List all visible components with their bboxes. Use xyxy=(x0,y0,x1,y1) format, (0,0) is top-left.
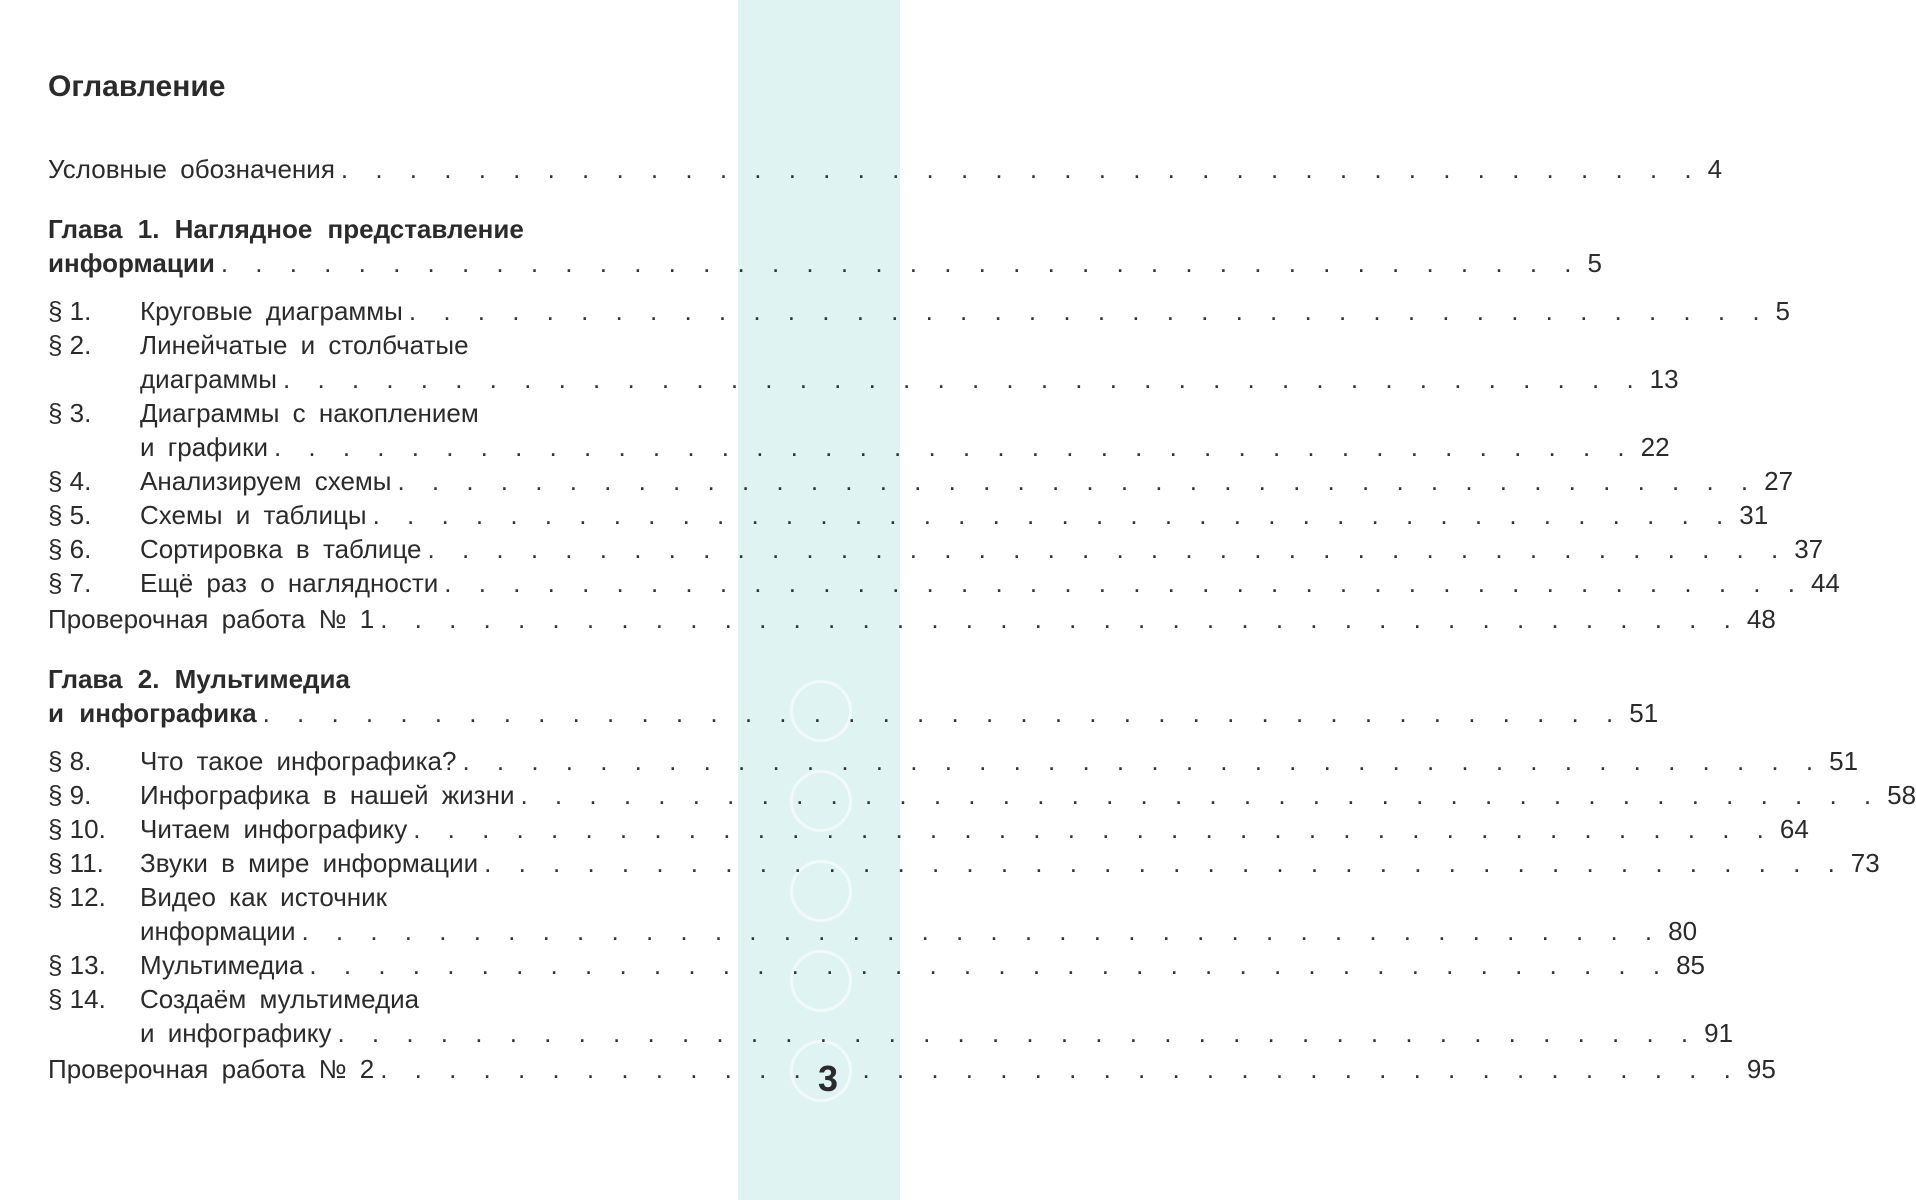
dot-leader xyxy=(380,602,1741,636)
dot-leader xyxy=(373,498,1734,532)
dot-leader xyxy=(283,362,1644,396)
dot-leader xyxy=(428,532,1789,566)
section-number: § 6. xyxy=(48,534,92,564)
section-title: Ещё раз о наглядности xyxy=(140,568,439,598)
page-ref: 85 xyxy=(1676,950,1706,980)
toc-section-entry[interactable] xyxy=(48,464,1794,498)
dot-leader xyxy=(309,948,1670,982)
chapter-title-line1: Глава 2. Мультимедиа xyxy=(48,664,350,694)
dot-leader xyxy=(274,430,1635,464)
dot-leader xyxy=(341,152,1702,186)
page-ref: 4 xyxy=(1707,154,1723,184)
section-title: информации xyxy=(140,916,296,946)
page-ref: 95 xyxy=(1746,1054,1776,1084)
section-number: § 10. xyxy=(48,814,106,844)
dot-leader xyxy=(221,246,1582,280)
toc-section-entry[interactable] xyxy=(48,982,1734,1050)
chapter-title-line2: и инфографика xyxy=(48,698,257,728)
chapter-2-sections xyxy=(48,744,1916,1050)
page-ref: 73 xyxy=(1850,848,1880,878)
chapter-title-line2: информации xyxy=(48,248,215,278)
dot-leader xyxy=(409,294,1770,328)
section-title: Звуки в мире информации xyxy=(140,848,479,878)
section-title: Круговые диаграммы xyxy=(140,296,403,326)
section-number: § 7. xyxy=(48,568,92,598)
toc-entry-legend[interactable] xyxy=(48,152,1723,186)
dot-leader xyxy=(484,846,1845,880)
toc-section-entry[interactable] xyxy=(48,498,1769,532)
section-number: § 1. xyxy=(48,296,92,326)
section-number: § 8. xyxy=(48,746,92,776)
entry-text: Проверочная работа № 2 xyxy=(48,1054,375,1084)
toc-section-entry[interactable] xyxy=(48,812,1809,846)
page-ref: 64 xyxy=(1779,814,1809,844)
toc-section-entry[interactable] xyxy=(48,396,1670,464)
toc-title: Оглавление xyxy=(48,70,226,103)
section-title: Линейчатые и столбчатые xyxy=(140,330,469,360)
section-title: Диаграммы с накоплением xyxy=(140,398,479,428)
chapter-1-sections xyxy=(48,294,1840,600)
toc-section-entry[interactable] xyxy=(48,846,1880,880)
page-ref: 51 xyxy=(1629,698,1659,728)
section-title: Читаем инфографику xyxy=(140,814,408,844)
dot-leader xyxy=(337,1016,1698,1050)
dot-leader xyxy=(444,566,1805,600)
page-ref: 31 xyxy=(1739,500,1769,530)
page-ref: 37 xyxy=(1794,534,1824,564)
toc-entry-test-2[interactable] xyxy=(48,1052,1776,1086)
toc-section-entry[interactable] xyxy=(48,778,1916,812)
page-ref: 44 xyxy=(1810,568,1840,598)
page-number: 3 xyxy=(817,1058,838,1099)
section-number: § 2. xyxy=(48,330,92,360)
dot-leader xyxy=(413,812,1774,846)
section-title: Видео как источник xyxy=(140,882,388,912)
toc-section-entry[interactable] xyxy=(48,328,1679,396)
toc-section-entry[interactable] xyxy=(48,880,1698,948)
toc-section-entry[interactable] xyxy=(48,532,1824,566)
toc-section-entry[interactable] xyxy=(48,948,1706,982)
entry-text: Условные обозначения xyxy=(48,154,335,184)
section-title: и графики xyxy=(140,432,268,462)
page-ref: 48 xyxy=(1746,604,1776,634)
toc-section-entry[interactable] xyxy=(48,744,1859,778)
toc-entry-test-1[interactable] xyxy=(48,602,1776,636)
section-title: Что такое инфографика? xyxy=(140,746,457,776)
page-ref: 5 xyxy=(1587,248,1602,278)
page-ref: 51 xyxy=(1829,746,1859,776)
page-ref: 27 xyxy=(1764,466,1794,496)
toc-section-entry[interactable] xyxy=(48,566,1840,600)
page-ref: 22 xyxy=(1640,432,1670,462)
dot-leader xyxy=(301,914,1662,948)
section-title: Анализируем схемы xyxy=(140,466,392,496)
section-number: § 13. xyxy=(48,950,106,980)
section-title: и инфографику xyxy=(140,1018,332,1048)
section-number: § 4. xyxy=(48,466,92,496)
section-number: § 12. xyxy=(48,882,106,912)
page-ref: 58 xyxy=(1887,780,1916,810)
section-title: Мультимедиа xyxy=(140,950,304,980)
section-title: Создаём мультимедиа xyxy=(140,984,420,1014)
page-ref: 91 xyxy=(1704,1018,1734,1048)
page-ref: 13 xyxy=(1649,364,1679,394)
table-of-contents xyxy=(48,70,1916,1086)
section-number: § 14. xyxy=(48,984,106,1014)
section-title: Сортировка в таблице xyxy=(140,534,422,564)
chapter-title-line1: Глава 1. Наглядное представление xyxy=(48,214,524,244)
section-number: § 3. xyxy=(48,398,92,428)
section-number: § 5. xyxy=(48,500,92,530)
dot-leader xyxy=(380,1052,1741,1086)
section-title: Схемы и таблицы xyxy=(140,500,367,530)
section-title: диаграммы xyxy=(140,364,277,394)
toc-chapter-1[interactable] xyxy=(48,212,1602,280)
section-number: § 11. xyxy=(48,848,104,878)
toc-chapter-2[interactable] xyxy=(48,662,1659,730)
toc-section-entry[interactable] xyxy=(48,294,1791,328)
page-ref: 80 xyxy=(1668,916,1698,946)
section-title: Инфографика в нашей жизни xyxy=(140,780,515,810)
entry-text: Проверочная работа № 1 xyxy=(48,604,375,634)
dot-leader xyxy=(397,464,1758,498)
dot-leader xyxy=(462,744,1823,778)
section-number: § 9. xyxy=(48,780,92,810)
dot-leader xyxy=(520,778,1881,812)
dot-leader xyxy=(263,696,1624,730)
page-ref: 5 xyxy=(1775,296,1791,326)
